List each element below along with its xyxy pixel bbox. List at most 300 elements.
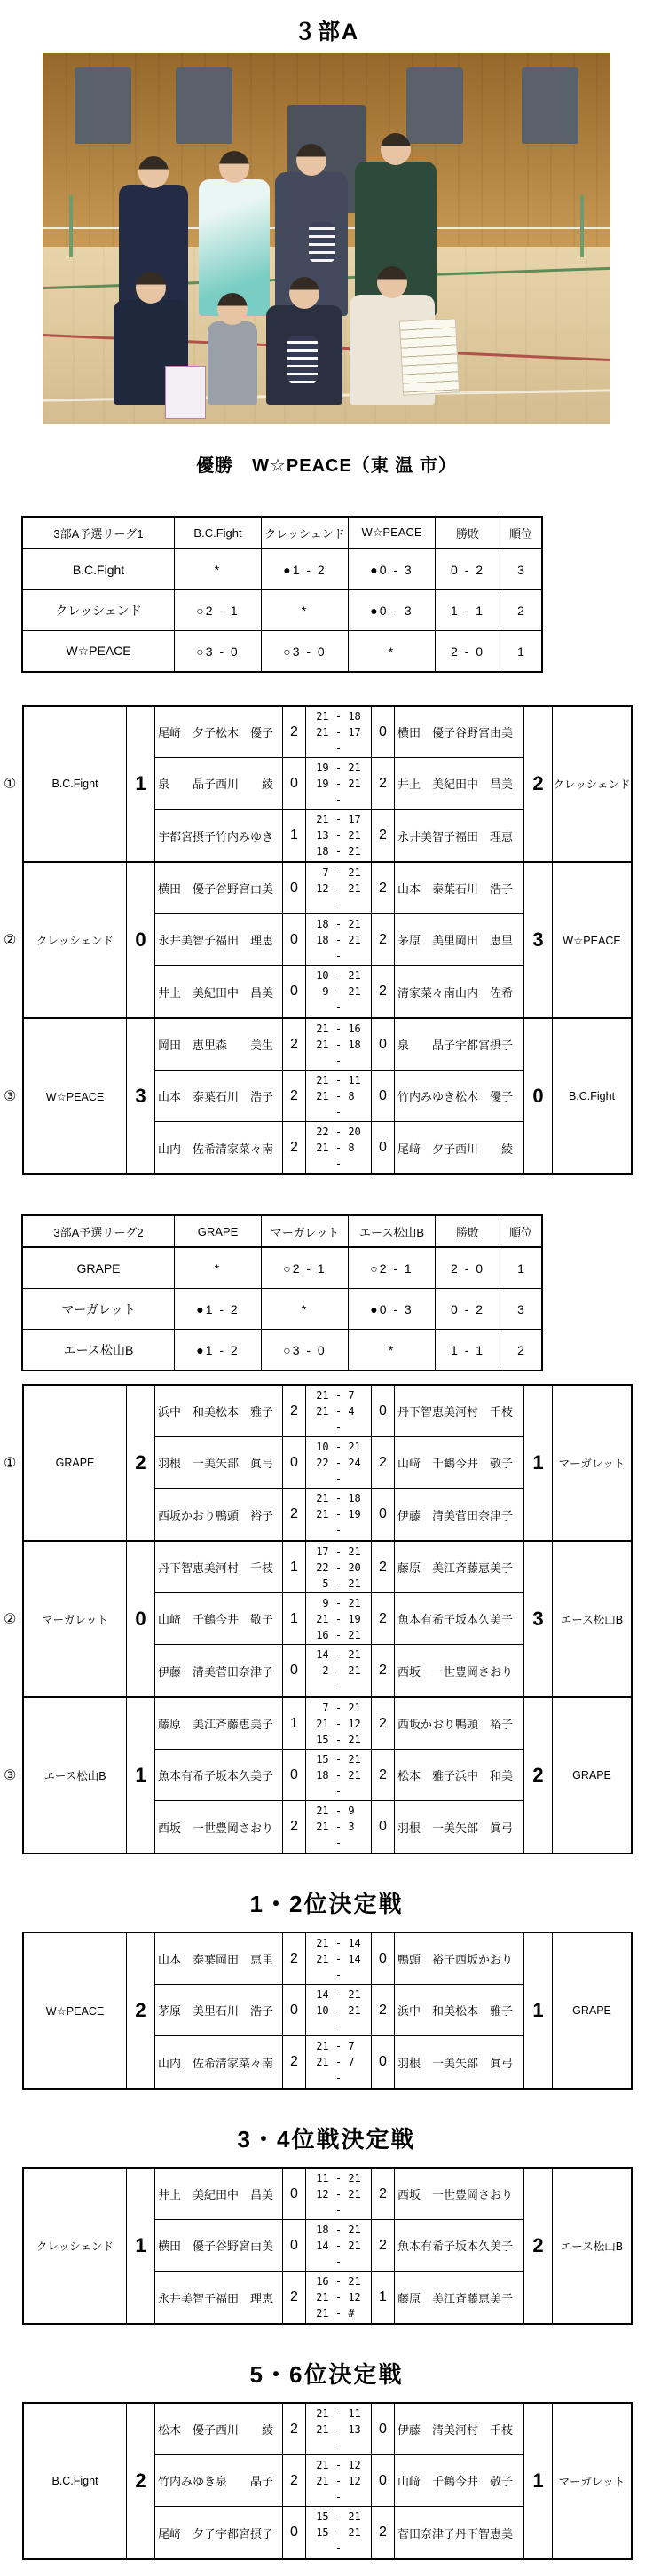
game-score-line: 21 - 9 — [316, 1805, 361, 1817]
game-score-line: 2 - 21 — [316, 1664, 361, 1677]
game-score-line: 21 - 18 — [316, 709, 361, 723]
result-cell: ●1 - 2 — [262, 549, 349, 590]
left-games-won: 0 — [283, 1750, 306, 1801]
right-team-name: エース松山B — [560, 2240, 624, 2253]
game-score-line: 7 - 21 — [316, 865, 361, 879]
col-header: GRAPE — [175, 1215, 262, 1247]
left-games-won: 1 — [283, 810, 306, 861]
playoff-5-6 — [0, 2402, 653, 2560]
right-pair-names: 泉 晶子宇都宮摂子 — [395, 1019, 524, 1071]
game-scores — [306, 1489, 372, 1540]
left-pair-names: 松木 優子西川 綾 — [155, 2404, 283, 2455]
right-team-name: クレッシェンド — [553, 778, 631, 791]
left-games-won: 2 — [283, 1933, 306, 1985]
left-pair-names: 浜中 和美松本 雅子 — [155, 1386, 283, 1437]
game-score-line: 22 - 20 — [316, 1126, 361, 1138]
left-team-score: 2 — [127, 1933, 155, 2088]
game-scores — [306, 1386, 372, 1437]
game-score-line: - — [316, 2542, 361, 2555]
left-games-won: 1 — [283, 1542, 306, 1593]
game-score-line: - — [316, 1784, 361, 1798]
game-scores — [306, 1593, 372, 1645]
right-team-name: W☆PEACE — [563, 934, 621, 947]
game-score-line: - — [316, 1420, 361, 1434]
left-pair-names: 藤原 美江斉藤恵美子 — [155, 1698, 283, 1750]
game-score-line: 18 - 21 — [316, 2223, 361, 2236]
photo-wall-panel — [75, 67, 131, 144]
right-games-won: 2 — [372, 1985, 395, 2036]
right-games-won: 0 — [372, 2455, 395, 2507]
left-pair-names: 山本 泰葉岡田 恵里 — [155, 1933, 283, 1985]
league1-match-details — [0, 705, 653, 1175]
rank-cell: 3 — [500, 549, 543, 590]
right-team-name: マーガレット — [558, 2476, 625, 2488]
right-team-score: 1 — [524, 1933, 553, 2088]
right-pair-names: 魚本有希子坂本久美子 — [395, 2220, 524, 2272]
result-cell: ●1 - 2 — [175, 1330, 262, 1371]
left-team-name: エース松山B — [24, 1698, 127, 1853]
game-score-line: - — [316, 2203, 361, 2216]
rank-cell: 2 — [500, 1330, 543, 1371]
right-games-won: 2 — [372, 1593, 395, 1645]
game-score-line: 15 - 21 — [316, 1752, 361, 1766]
game-score-line: 21 - 13 — [316, 2422, 361, 2436]
photo-gift-bag — [165, 366, 206, 419]
game-scores — [306, 1933, 372, 1985]
game-score-line: - — [316, 1837, 361, 1849]
right-games-won: 0 — [372, 1933, 395, 1985]
result-cell: ●1 - 2 — [175, 1289, 262, 1330]
right-games-won: 0 — [372, 1122, 395, 1173]
match-table — [4, 705, 633, 863]
team-name-cell: W☆PEACE — [22, 631, 175, 673]
game-score-line: 9 - 21 — [316, 985, 361, 998]
game-score-line: - — [316, 1158, 361, 1170]
rank-cell: 1 — [500, 1247, 543, 1289]
game-score-line: 14 - 21 — [316, 2239, 361, 2252]
right-games-won: 2 — [372, 1542, 395, 1593]
photo-wall-panel — [522, 67, 578, 144]
right-pair-names: 山本 泰葉石川 浩子 — [395, 863, 524, 914]
result-cell: ○2 - 1 — [262, 1247, 349, 1289]
game-score-line: 19 - 21 — [316, 777, 361, 790]
game-score-line: - — [316, 1001, 361, 1014]
right-games-won: 2 — [372, 1437, 395, 1489]
right-team-name: マーガレット — [558, 1458, 625, 1470]
left-pair-names: 茅原 美里石川 浩子 — [155, 1985, 283, 2036]
game-score-line: 5 - 21 — [316, 1576, 361, 1590]
right-games-won: 2 — [372, 1750, 395, 1801]
match-table — [22, 1932, 633, 2090]
left-pair-names: 山本 泰葉石川 浩子 — [155, 1071, 283, 1122]
right-pair-names: 尾﨑 夕子西川 綾 — [395, 1122, 524, 1173]
left-pair-names: 尾﨑 夕子松木 優子 — [155, 707, 283, 758]
right-pair-names: 菅田奈津子丹下智恵美 — [395, 2507, 524, 2558]
league-title-cell: 3部A予選リーグ2 — [22, 1215, 175, 1247]
game-score-line: - — [316, 741, 361, 755]
result-cell: ●0 - 3 — [349, 590, 436, 631]
right-games-won: 2 — [372, 2507, 395, 2558]
result-cell: ○2 - 1 — [175, 590, 262, 631]
match-table — [4, 1696, 633, 1854]
result-cell: ○2 - 1 — [349, 1247, 436, 1289]
game-scores — [306, 1542, 372, 1593]
game-score-line: 21 - 14 — [316, 1936, 361, 1949]
result-cell: ●0 - 3 — [349, 1289, 436, 1330]
left-games-won: 2 — [283, 1386, 306, 1437]
playoff-heading-1-2: 1・2位決定戦 — [249, 1891, 404, 1917]
match-number: ② — [4, 933, 17, 948]
playoff-heading-3-4: 3・4位戦決定戦 — [237, 2126, 416, 2153]
game-score-line: - — [316, 2490, 361, 2503]
left-pair-names: 羽根 一美矢部 眞弓 — [155, 1437, 283, 1489]
game-score-line: 15 - 21 — [316, 2510, 361, 2523]
game-scores — [306, 758, 372, 810]
match-table — [4, 861, 633, 1019]
game-scores — [306, 707, 372, 758]
photo-net-post — [580, 195, 584, 257]
left-team-name: W☆PEACE — [24, 1019, 127, 1173]
game-scores — [306, 1801, 372, 1853]
left-games-won: 0 — [283, 2169, 306, 2220]
left-games-won: 2 — [283, 1801, 306, 1853]
right-pair-names: 山﨑 千鶴今井 敬子 — [395, 2455, 524, 2507]
game-score-line: 21 - 12 — [316, 2474, 361, 2487]
match-table — [4, 1017, 633, 1175]
game-score-line: 21 - 7 — [316, 1388, 361, 1402]
game-scores — [306, 1071, 372, 1122]
game-score-line: 21 - 3 — [316, 1821, 361, 1833]
right-games-won: 0 — [372, 1019, 395, 1071]
left-games-won: 2 — [283, 1019, 306, 1071]
win-loss-cell: 0 - 2 — [436, 549, 500, 590]
left-pair-names: 永井美智子福田 理恵 — [155, 914, 283, 966]
match-number: ① — [4, 777, 17, 792]
right-games-won: 0 — [372, 1071, 395, 1122]
col-header: マーガレット — [262, 1215, 349, 1247]
team-photo — [43, 53, 610, 424]
left-team-name: クレッシェンド — [24, 2169, 127, 2323]
game-score-line: - — [316, 1472, 361, 1485]
left-games-won: 0 — [283, 1645, 306, 1696]
game-scores — [306, 2220, 372, 2272]
league1-row — [22, 631, 542, 673]
game-score-line: 13 - 21 — [316, 829, 361, 842]
playoff-heading-5-6: 5・6位決定戦 — [249, 2361, 404, 2388]
game-score-line: - — [316, 1105, 361, 1118]
right-pair-names: 茅原 美里岡田 恵里 — [395, 914, 524, 966]
right-team-score: 2 — [524, 1698, 553, 1853]
match-number: ③ — [4, 1768, 17, 1783]
col-header: エース松山B — [349, 1215, 436, 1247]
left-games-won: 2 — [283, 707, 306, 758]
left-team-score: 1 — [127, 1698, 155, 1853]
left-team-name: B.C.Fight — [24, 2404, 127, 2558]
win-loss-cell: 2 - 0 — [436, 1247, 500, 1289]
game-score-line: - — [316, 793, 361, 806]
game-scores — [306, 914, 372, 966]
game-score-line: 10 - 21 — [316, 1440, 361, 1453]
right-games-won: 2 — [372, 758, 395, 810]
left-team-score: 2 — [127, 1386, 155, 1540]
photo-baby — [309, 222, 335, 263]
right-games-won: 0 — [372, 2404, 395, 2455]
photo-baby — [287, 336, 318, 383]
win-loss-cell: 2 - 0 — [436, 631, 500, 673]
right-pair-names: 井上 美紀田中 昌美 — [395, 758, 524, 810]
league2-row — [22, 1289, 542, 1330]
col-header: B.C.Fight — [175, 517, 262, 549]
game-score-line: 10 - 21 — [316, 2003, 361, 2017]
game-scores — [306, 1645, 372, 1696]
game-score-line: 21 - 18 — [316, 1492, 361, 1505]
right-pair-names: 山﨑 千鶴今井 敬子 — [395, 1437, 524, 1489]
col-header: 勝敗 — [436, 1215, 500, 1247]
league2-row — [22, 1330, 542, 1371]
right-games-won: 1 — [372, 2272, 395, 2323]
league2-match-details — [0, 1384, 653, 1854]
left-pair-names: 山内 佐希清家菜々南 — [155, 2036, 283, 2088]
game-scores — [306, 966, 372, 1017]
game-scores — [306, 2272, 372, 2323]
result-cell: * — [349, 631, 436, 673]
left-pair-names: 横田 優子谷野宮由美 — [155, 863, 283, 914]
game-score-line: - — [316, 897, 361, 911]
right-games-won: 2 — [372, 863, 395, 914]
right-games-won: 2 — [372, 2220, 395, 2272]
left-pair-names: 西坂 一世豊岡さおり — [155, 1801, 283, 1853]
result-cell: * — [262, 1289, 349, 1330]
playoff-3-4 — [0, 2167, 653, 2325]
game-score-line: 22 - 24 — [316, 1456, 361, 1469]
right-pair-names: 藤原 美江斉藤恵美子 — [395, 2272, 524, 2323]
game-score-line: 19 - 21 — [316, 761, 361, 774]
page-title: ３部A — [293, 20, 360, 44]
photo-net-post — [69, 195, 73, 257]
game-score-line: 12 - 21 — [316, 881, 361, 895]
left-games-won: 0 — [283, 2220, 306, 2272]
game-scores — [306, 1437, 372, 1489]
left-team-score: 1 — [127, 2169, 155, 2323]
right-pair-names: 横田 優子谷野宮由美 — [395, 707, 524, 758]
game-score-line: 10 - 21 — [316, 969, 361, 982]
col-header: W☆PEACE — [349, 517, 436, 549]
left-pair-names: 西坂かおり鴨頭 裕子 — [155, 1489, 283, 1540]
right-games-won: 2 — [372, 966, 395, 1017]
game-score-line: 21 - 11 — [316, 2406, 361, 2420]
right-pair-names: 西坂 一世豊岡さおり — [395, 2169, 524, 2220]
game-score-line: 21 - # — [316, 2307, 361, 2319]
col-header: クレッシェンド — [262, 517, 349, 549]
right-pair-names: 羽根 一美矢部 眞弓 — [395, 2036, 524, 2088]
left-pair-names: 山﨑 千鶴今井 敬子 — [155, 1593, 283, 1645]
right-team-score: 1 — [524, 1386, 553, 1540]
game-score-line: 12 - 21 — [316, 2187, 361, 2201]
result-cell: ●0 - 3 — [349, 549, 436, 590]
right-team-name: B.C.Fight — [568, 1090, 616, 1102]
left-games-won: 0 — [283, 2507, 306, 2558]
game-score-line: - — [316, 1524, 361, 1537]
result-cell: * — [349, 1330, 436, 1371]
photo-child — [208, 321, 257, 405]
right-pair-names: 浜中 和美松本 雅子 — [395, 1985, 524, 2036]
result-cell: * — [175, 1247, 262, 1289]
col-header: 順位 — [500, 517, 543, 549]
match-number: ③ — [4, 1089, 17, 1104]
game-score-line: 16 - 21 — [316, 2275, 361, 2288]
left-games-won: 2 — [283, 1489, 306, 1540]
right-team-name: GRAPE — [572, 2004, 611, 2017]
game-score-line: 21 - 16 — [316, 1022, 361, 1035]
right-games-won: 0 — [372, 1801, 395, 1853]
result-cell: * — [175, 549, 262, 590]
left-games-won: 0 — [283, 863, 306, 914]
left-team-score: 0 — [127, 1542, 155, 1696]
col-header: 勝敗 — [436, 517, 500, 549]
right-games-won: 2 — [372, 1645, 395, 1696]
left-pair-names: 泉 晶子西川 綾 — [155, 758, 283, 810]
league2-header-row — [22, 1215, 542, 1247]
left-team-name: W☆PEACE — [24, 1933, 127, 2088]
left-games-won: 1 — [283, 1593, 306, 1645]
right-pair-names: 伊藤 清美河村 千枝 — [395, 2404, 524, 2455]
left-pair-names: 岡田 恵里森 美生 — [155, 1019, 283, 1071]
league1-header-row — [22, 517, 542, 549]
win-loss-cell: 0 - 2 — [436, 1289, 500, 1330]
left-pair-names: 魚本有希子坂本久美子 — [155, 1750, 283, 1801]
result-cell: * — [262, 590, 349, 631]
win-loss-cell: 1 - 1 — [436, 1330, 500, 1371]
left-team-name: GRAPE — [24, 1386, 127, 1540]
rank-cell: 3 — [500, 1289, 543, 1330]
game-scores — [306, 1750, 372, 1801]
right-pair-names: 清家菜々南山内 佐希 — [395, 966, 524, 1017]
match-number: ① — [4, 1456, 17, 1471]
game-scores — [306, 2169, 372, 2220]
right-pair-names: 魚本有希子坂本久美子 — [395, 1593, 524, 1645]
match-table — [4, 1384, 633, 1542]
game-score-line: - — [316, 2019, 361, 2033]
photo-certificate — [399, 318, 460, 395]
game-score-line: 21 - 12 — [316, 2291, 361, 2303]
game-scores — [306, 1698, 372, 1750]
right-team-name: GRAPE — [572, 1769, 611, 1782]
left-games-won: 0 — [283, 1437, 306, 1489]
left-team-name: マーガレット — [24, 1542, 127, 1696]
rank-cell: 1 — [500, 631, 543, 673]
game-score-line: 21 - 18 — [316, 1038, 361, 1051]
game-score-line: 21 - 4 — [316, 1404, 361, 1418]
game-score-line: 22 - 20 — [316, 1561, 361, 1574]
right-games-won: 2 — [372, 810, 395, 861]
game-scores — [306, 1985, 372, 2036]
right-team-score: 2 — [524, 2169, 553, 2323]
left-pair-names: 横田 優子谷野宮由美 — [155, 2220, 283, 2272]
right-pair-names: 伊藤 清美菅田奈津子 — [395, 1489, 524, 1540]
rank-cell: 2 — [500, 590, 543, 631]
game-score-line: 21 - 7 — [316, 2056, 361, 2068]
game-score-line: 21 - 8 — [316, 1142, 361, 1154]
left-games-won: 1 — [283, 1698, 306, 1750]
game-score-line: 17 - 21 — [316, 1545, 361, 1558]
right-team-score: 1 — [524, 2404, 553, 2558]
game-score-line: - — [316, 2438, 361, 2452]
game-score-line: 9 - 21 — [316, 1596, 361, 1609]
team-name-cell: GRAPE — [22, 1247, 175, 1289]
match-number: ② — [4, 1612, 17, 1627]
left-pair-names: 伊藤 清美菅田奈津子 — [155, 1645, 283, 1696]
game-scores — [306, 2404, 372, 2455]
left-games-won: 2 — [283, 1122, 306, 1173]
game-score-line: 21 - 7 — [316, 2040, 361, 2052]
left-pair-names: 竹内みゆき泉 晶子 — [155, 2455, 283, 2507]
game-score-line: - — [316, 2072, 361, 2084]
team-name-cell: B.C.Fight — [22, 549, 175, 590]
right-games-won: 0 — [372, 1386, 395, 1437]
right-pair-names: 藤原 美江斉藤恵美子 — [395, 1542, 524, 1593]
game-score-line: - — [316, 2255, 361, 2268]
right-pair-names: 鴨頭 裕子西坂かおり — [395, 1933, 524, 1985]
game-score-line: 15 - 21 — [316, 2526, 361, 2539]
game-score-line: 7 - 21 — [316, 1701, 361, 1714]
winner-caption: 優勝 W☆PEACE（東 温 市） — [196, 456, 457, 476]
left-games-won: 0 — [283, 758, 306, 810]
team-name-cell: クレッシェンド — [22, 590, 175, 631]
left-games-won: 0 — [283, 1985, 306, 2036]
left-team-name: クレッシェンド — [24, 863, 127, 1017]
right-team-score: 2 — [524, 707, 553, 861]
left-pair-names: 山内 佐希清家菜々南 — [155, 1122, 283, 1173]
left-games-won: 2 — [283, 2036, 306, 2088]
game-score-line: 11 - 21 — [316, 2171, 361, 2185]
right-games-won: 2 — [372, 914, 395, 966]
result-cell: ○3 - 0 — [262, 631, 349, 673]
right-team-score: 3 — [524, 1542, 553, 1696]
right-pair-names: 丹下智恵美河村 千枝 — [395, 1386, 524, 1437]
game-score-line: - — [316, 949, 361, 962]
left-games-won: 2 — [283, 2455, 306, 2507]
photo-wall-panel — [176, 67, 232, 144]
result-cell: ○3 - 0 — [262, 1330, 349, 1371]
right-pair-names: 松本 雅子浜中 和美 — [395, 1750, 524, 1801]
match-table — [4, 1540, 633, 1698]
game-scores — [306, 1019, 372, 1071]
right-games-won: 0 — [372, 1489, 395, 1540]
left-pair-names: 尾﨑 夕子宇都宮摂子 — [155, 2507, 283, 2558]
right-pair-names: 羽根 一美矢部 眞弓 — [395, 1801, 524, 1853]
game-score-line: 21 - 19 — [316, 1612, 361, 1625]
right-pair-names: 竹内みゆき松木 優子 — [395, 1071, 524, 1122]
game-score-line: 21 - 11 — [316, 1073, 361, 1087]
league-title-cell: 3部A予選リーグ1 — [22, 517, 175, 549]
game-scores — [306, 863, 372, 914]
game-scores — [306, 2036, 372, 2088]
game-score-line: 21 - 12 — [316, 1717, 361, 1730]
game-score-line: 14 - 21 — [316, 1648, 361, 1661]
team-name-cell: エース松山B — [22, 1330, 175, 1371]
game-scores — [306, 810, 372, 861]
win-loss-cell: 1 - 1 — [436, 590, 500, 631]
left-pair-names: 井上 美紀田中 昌美 — [155, 2169, 283, 2220]
game-score-line: 14 - 21 — [316, 1987, 361, 2001]
game-score-line: 21 - 8 — [316, 1089, 361, 1102]
game-score-line: 16 - 21 — [316, 1628, 361, 1641]
game-score-line: 15 - 21 — [316, 1733, 361, 1746]
left-team-score: 1 — [127, 707, 155, 861]
left-games-won: 0 — [283, 966, 306, 1017]
playoff-1-2 — [0, 1932, 653, 2090]
right-team-score: 3 — [524, 863, 553, 1017]
